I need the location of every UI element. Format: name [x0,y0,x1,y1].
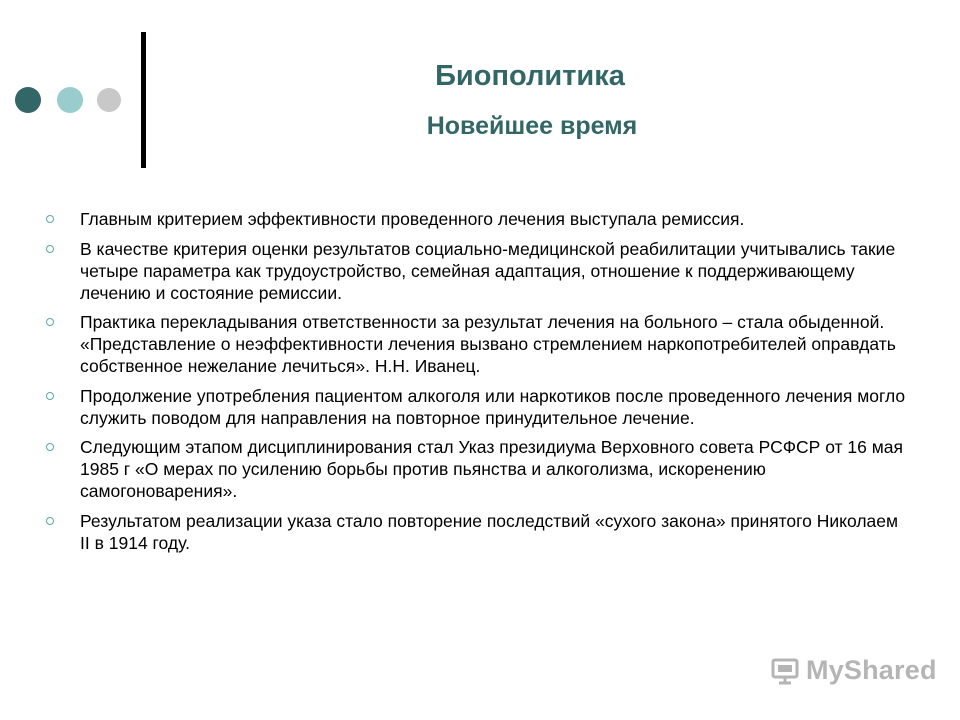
slide-subtitle: Новейшее время [426,112,638,140]
bullet-text: Результатом реализации указа стало повторение последствий «сухого закона» принятого Николаем II в 1914 году. [80,510,899,553]
bullet-circle-icon [46,443,54,451]
bullet-circle-icon [46,245,54,253]
bullet-text: В качестве критерия оценки результатов социально-медицинской реабилитации учитывались такие четыре параметра как трудоустройство, семейная адаптация, отношение к поддерживающему лечению и состояние ремиссии. [80,238,896,303]
decorative-dot-light [57,87,83,113]
bullet-circle-icon [46,318,54,326]
bullet-circle-icon [46,517,54,525]
projector-screen-icon [770,656,800,686]
decorative-vertical-line [141,32,146,168]
bullet-text: Продолжение употребления пациентом алкоголя или наркотиков после проведенного лечения могло служить поводом для направления на повторное принудительное лечение. [80,385,906,428]
bullet-item [46,311,906,377]
bullet-text: Практика перекладывания ответственности за результат лечения на больного – стала обыденной. «Представление о неэффективности лечения вызвано стремлением наркопотребителей оправдать собственное нежелание лечиться». Н.Н. Иванец. [80,312,896,376]
bullet-item [46,436,906,502]
bullet-text: Главным критерием эффективности проведенного лечения выступала ремиссия. [80,209,745,229]
bullet-item [46,238,906,304]
bullet-text: Следующим этапом дисциплинирования стал Указ президиума Верховного совета РСФСР от 16 мая 1985 г «О мерах по усилению борьбы против пьянства и алкоголизма, искоренению самогоноварения». [80,437,903,501]
bullet-circle-icon [46,215,54,223]
bullet-item [46,510,906,554]
decorative-dot-dark [15,87,41,113]
decorative-dot-gray [97,88,121,112]
bullet-circle-icon [46,392,54,400]
watermark-text: MyShared [806,655,937,685]
bullet-item [46,208,906,230]
slide-title: Биополитика [435,60,625,92]
watermark-logo [770,655,937,686]
bullet-item [46,385,906,429]
bullet-list [46,208,906,561]
